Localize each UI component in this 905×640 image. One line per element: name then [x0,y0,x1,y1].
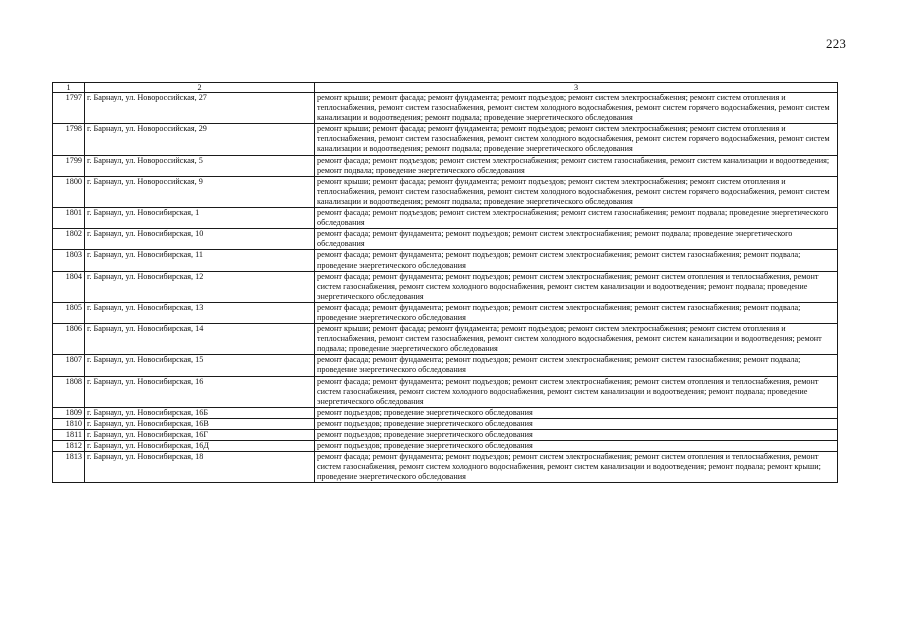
row-number: 1804 [53,271,85,302]
column-number-row [53,83,838,93]
building-address: г. Барнаул, ул. Новороссийская, 9 [85,176,315,207]
repair-works-list: ремонт фасада; ремонт подъездов; ремонт систем электроснабжения; ремонт систем газоснабжения; ремонт подвала; проведение энергетического обследования [315,208,838,229]
table-row [53,176,838,207]
repair-works-list: ремонт подъездов; проведение энергетического обследования [315,441,838,452]
repair-works-list: ремонт фасада; ремонт подъездов; ремонт систем электроснабжения; ремонт систем газоснабжения, ремонт систем канализации и водоотведения; ремонт подвала; проведение энергетического обследования [315,155,838,176]
repair-works-list: ремонт фасада; ремонт фундамента; ремонт подъездов; ремонт систем электроснабжения; ремонт систем газоснабжения; ремонт подвала; проведение энергетического обследования [315,355,838,376]
table-row [53,376,838,407]
building-address: г. Барнаул, ул. Новосибирская, 14 [85,324,315,355]
table-row [53,124,838,155]
row-number: 1811 [53,430,85,441]
repair-works-list: ремонт фасада; ремонт фундамента; ремонт подъездов; ремонт систем электроснабжения; ремонт подвала; проведение энергетического обследования [315,229,838,250]
building-address: г. Барнаул, ул. Новороссийская, 5 [85,155,315,176]
row-number: 1803 [53,250,85,271]
column-header-3: 3 [315,83,838,93]
building-address: г. Барнаул, ул. Новосибирская, 10 [85,229,315,250]
repair-works-list: ремонт подъездов; проведение энергетического обследования [315,418,838,429]
table-row [53,208,838,229]
repair-works-list: ремонт фасада; ремонт фундамента; ремонт подъездов; ремонт систем электроснабжения; ремонт систем отопления и теплоснабжения, ремонт систем газоснабжения, ремонт систем холодного водоснабжения, ремонт систем канализации и водоотведения; ремонт подвала; проведение энергетического обследования [315,271,838,302]
building-address: г. Барнаул, ул. Новосибирская, 18 [85,452,315,483]
page-number: 223 [826,36,847,51]
table-row [53,271,838,302]
row-number: 1807 [53,355,85,376]
repair-works-list: ремонт фасада; ремонт фундамента; ремонт подъездов; ремонт систем электроснабжения; ремонт систем газоснабжения; ремонт подвала; проведение энергетического обследования [315,302,838,323]
building-address: г. Барнаул, ул. Новосибирская, 15 [85,355,315,376]
row-number: 1798 [53,124,85,155]
row-number: 1799 [53,155,85,176]
building-address: г. Барнаул, ул. Новосибирская, 16Г [85,430,315,441]
table-row [53,155,838,176]
row-number: 1808 [53,376,85,407]
table-row [53,93,838,124]
row-number: 1810 [53,418,85,429]
repair-works-table [52,82,838,483]
repair-works-list: ремонт крыши; ремонт фасада; ремонт фундамента; ремонт подъездов; ремонт систем электроснабжения; ремонт систем отопления и теплоснабжения, ремонт систем газоснабжения, ремонт систем холодного водоснабжения, ремонт систем горячего водоснабжения, ремонт систем канализации и водоотведения; ремонт подвала; проведение энергетического обследования [315,176,838,207]
row-number: 1800 [53,176,85,207]
row-number: 1809 [53,407,85,418]
column-header-2: 2 [85,83,315,93]
repair-works-list: ремонт фасада; ремонт фундамента; ремонт подъездов; ремонт систем электроснабжения; ремонт систем отопления и теплоснабжения, ремонт систем газоснабжения, ремонт систем холодного водоснабжения, ремонт систем канализации и водоотведения; ремонт подвала; ремонт крыши; проведение энергетического обследования [315,452,838,483]
table-row [53,418,838,429]
building-address: г. Барнаул, ул. Новороссийская, 29 [85,124,315,155]
table-row [53,229,838,250]
building-address: г. Барнаул, ул. Новосибирская, 11 [85,250,315,271]
building-address: г. Барнаул, ул. Новосибирская, 16Д [85,441,315,452]
repair-works-list: ремонт подъездов; проведение энергетического обследования [315,430,838,441]
table-row [53,302,838,323]
table-row [53,250,838,271]
row-number: 1813 [53,452,85,483]
table-row [53,430,838,441]
repair-works-list: ремонт фасада; ремонт фундамента; ремонт подъездов; ремонт систем электроснабжения; ремонт систем газоснабжения; ремонт подвала; проведение энергетического обследования [315,250,838,271]
building-address: г. Барнаул, ул. Новосибирская, 12 [85,271,315,302]
row-number: 1812 [53,441,85,452]
column-header-1: 1 [53,83,85,93]
table-row [53,441,838,452]
building-address: г. Барнаул, ул. Новосибирская, 16Б [85,407,315,418]
row-number: 1801 [53,208,85,229]
table-row [53,324,838,355]
table-body [53,93,838,483]
building-address: г. Барнаул, ул. Новосибирская, 1 [85,208,315,229]
building-address: г. Барнаул, ул. Новосибирская, 16 [85,376,315,407]
building-address: г. Барнаул, ул. Новосибирская, 16В [85,418,315,429]
repair-works-list: ремонт крыши; ремонт фасада; ремонт фундамента; ремонт подъездов; ремонт систем электроснабжения; ремонт систем отопления и теплоснабжения, ремонт систем газоснабжения, ремонт систем холодного водоснабжения, ремонт систем горячего водоснабжения, ремонт систем канализации и водоотведения; ремонт подвала; проведение энергетического обследования [315,93,838,124]
table-row [53,355,838,376]
repair-works-list: ремонт подъездов; проведение энергетического обследования [315,407,838,418]
repair-works-list: ремонт фасада; ремонт фундамента; ремонт подъездов; ремонт систем электроснабжения; ремонт систем отопления и теплоснабжения, ремонт систем газоснабжения, ремонт систем холодного водоснабжения, ремонт систем канализации и водоотведения; ремонт подвала; проведение энергетического обследования [315,376,838,407]
table-row [53,452,838,483]
building-address: г. Барнаул, ул. Новороссийская, 27 [85,93,315,124]
table-row [53,407,838,418]
repair-works-list: ремонт крыши; ремонт фасада; ремонт фундамента; ремонт подъездов; ремонт систем электроснабжения; ремонт систем отопления и теплоснабжения, ремонт систем газоснабжения, ремонт систем холодного водоснабжения, ремонт систем канализации и водоотведения; ремонт подвала; проведение энергетического обследования [315,324,838,355]
row-number: 1805 [53,302,85,323]
row-number: 1802 [53,229,85,250]
row-number: 1797 [53,93,85,124]
building-address: г. Барнаул, ул. Новосибирская, 13 [85,302,315,323]
row-number: 1806 [53,324,85,355]
repair-works-list: ремонт крыши; ремонт фасада; ремонт фундамента; ремонт подъездов; ремонт систем электроснабжения; ремонт систем отопления и теплоснабжения, ремонт систем газоснабжения, ремонт систем холодного водоснабжения, ремонт систем горячего водоснабжения, ремонт систем канализации и водоотведения; ремонт подвала; проведение энергетического обследования [315,124,838,155]
